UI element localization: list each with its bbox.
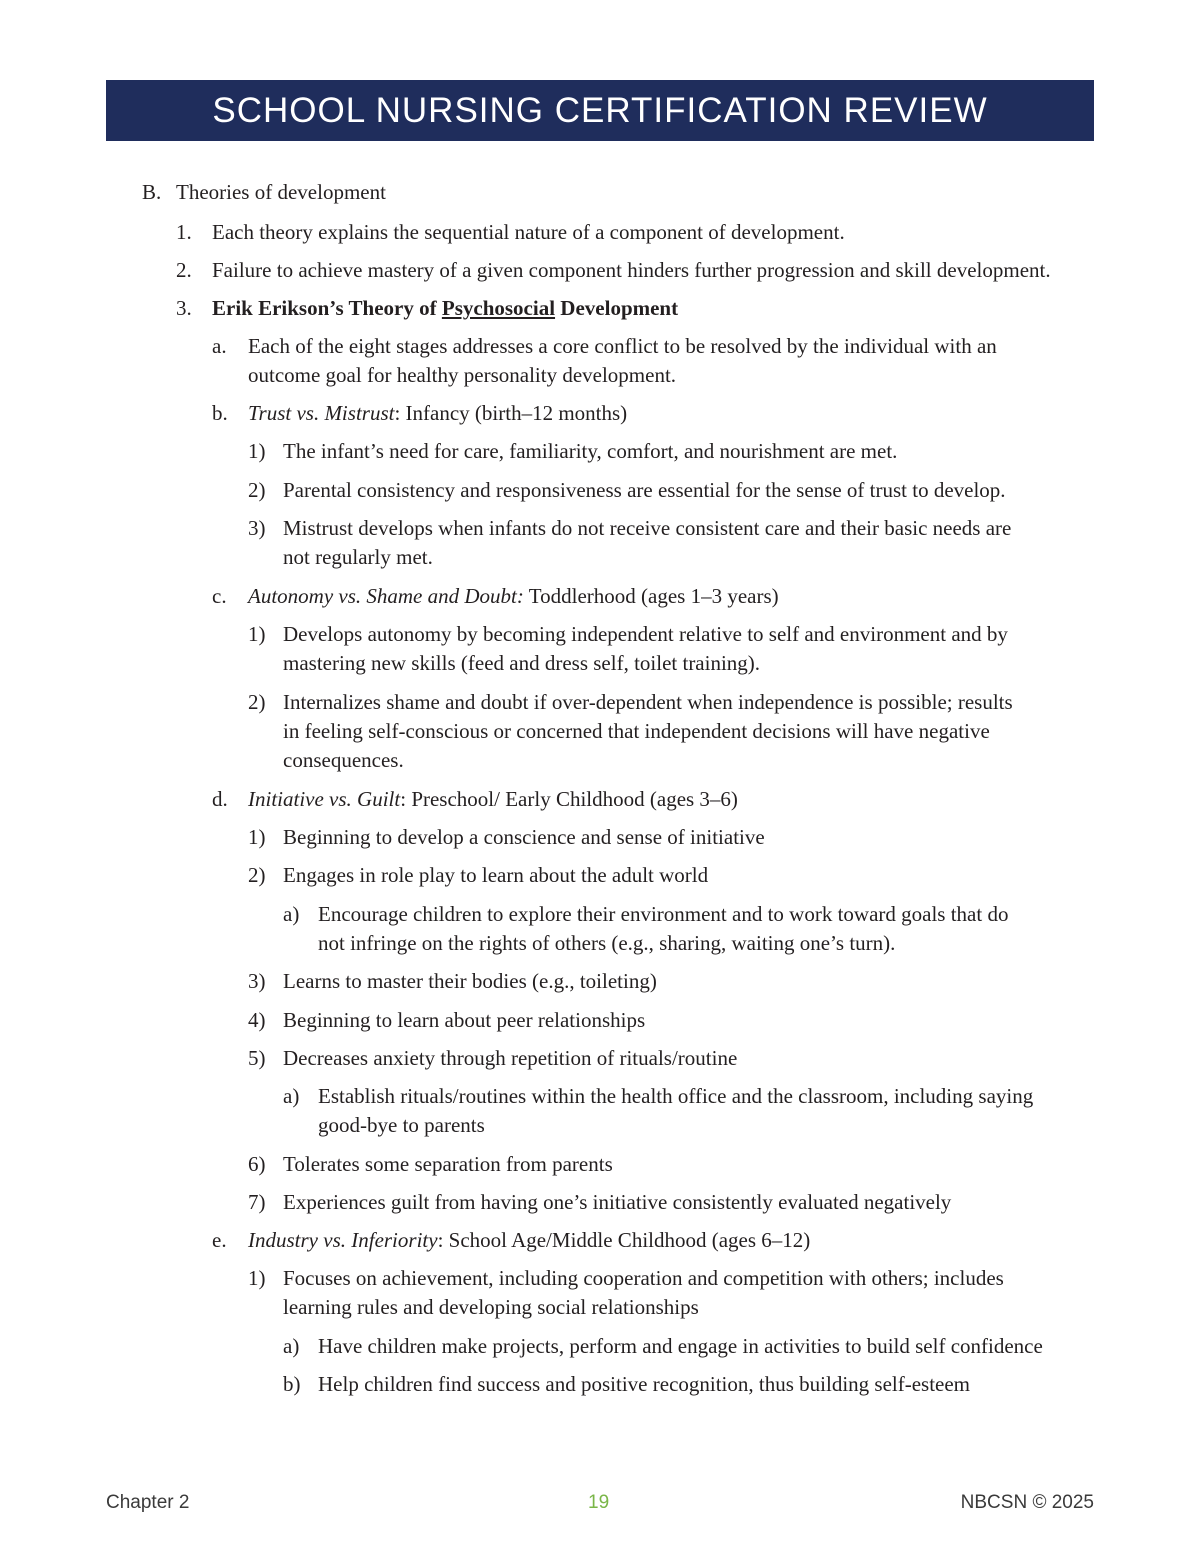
outline-marker: 2) [248, 863, 266, 887]
outline-marker: d. [212, 787, 228, 811]
heading-text: Erik Erikson’s Theory of [212, 296, 442, 320]
outline-marker: 7) [248, 1190, 266, 1214]
list-item-line: Parental consistency and responsiveness are essential for the sense of trust to develop. [283, 478, 1006, 502]
list-item-line: not regularly met. [283, 545, 433, 569]
stage-age: : Infancy (birth–12 months) [394, 401, 628, 425]
outline-marker: 1. [176, 220, 192, 244]
list-item-line: Mistrust develops when infants do not receive consistent care and their basic needs are [283, 516, 1012, 540]
list-item-line: outcome goal for healthy personality development. [248, 363, 677, 387]
outline-marker: a) [283, 1334, 300, 1358]
outline-marker: B. [142, 180, 162, 204]
list-item-line: mastering new skills (feed and dress self, toilet training). [283, 651, 761, 675]
list-item: Each theory explains the sequential nature of a component of development. [212, 220, 845, 244]
outline-marker: a) [283, 902, 300, 926]
outline-marker: 2) [248, 690, 266, 714]
outline-marker: 1) [248, 1266, 266, 1290]
list-item-line: Experiences guilt from having one’s initiative consistently evaluated negatively [283, 1190, 952, 1214]
heading-underlined-text: Psychosocial [441, 296, 556, 320]
outline-marker: 2) [248, 478, 266, 502]
outline-marker: 1) [248, 439, 266, 463]
list-item-line: not infringe on the rights of others (e.g., sharing, waiting one’s turn). [318, 931, 896, 955]
outline-marker: 3. [176, 296, 192, 320]
stage-heading [248, 1226, 810, 1255]
outline-marker: b. [212, 401, 228, 425]
stage-heading [248, 582, 779, 611]
section-heading: Theories of development [176, 180, 386, 204]
list-item-line: The infant’s need for care, familiarity, comfort, and nourishment are met. [283, 439, 898, 463]
list-item-line: Help children find success and positive recognition, thus building self-esteem [318, 1372, 971, 1396]
list-item-line: Encourage children to explore their environment and to work toward goals that do [318, 902, 1009, 926]
list-item-line: Each of the eight stages addresses a core conflict to be resolved by the individual with an [248, 334, 997, 358]
stage-name: Initiative vs. Guilt [248, 787, 401, 811]
outline-marker: 1) [248, 825, 266, 849]
footer-copyright: NBCSN © 2025 [960, 1492, 1094, 1513]
outline-marker: a. [212, 334, 227, 358]
outline-marker: e. [212, 1228, 227, 1252]
outline-marker: 2. [176, 258, 192, 282]
stage-name: Autonomy vs. Shame and Doubt: [248, 584, 524, 608]
outline-marker: 5) [248, 1046, 266, 1070]
list-item-line: Engages in role play to learn about the adult world [283, 863, 709, 887]
outline-marker: 3) [248, 969, 266, 993]
outline-marker: 6) [248, 1152, 266, 1176]
outline-marker: 1) [248, 622, 266, 646]
outline-marker: 3) [248, 516, 266, 540]
list-item-line: Focuses on achievement, including cooperation and competition with others; includes [283, 1266, 1004, 1290]
list-item-line: Learns to master their bodies (e.g., toileting) [283, 969, 657, 993]
outline-marker: b) [283, 1372, 301, 1396]
stage-name: Trust vs. Mistrust [248, 401, 395, 425]
list-item-line: in feeling self-conscious or concerned that independent decisions will have negative [283, 719, 990, 743]
stage-age: Toddlerhood (ages 1–3 years) [523, 584, 779, 608]
list-item-line: Beginning to develop a conscience and sense of initiative [283, 825, 765, 849]
outline-marker: a) [283, 1084, 300, 1108]
list-item-line: Decreases anxiety through repetition of rituals/routine [283, 1046, 738, 1070]
outline-marker: c. [212, 584, 227, 608]
subsection-heading [212, 294, 678, 323]
stage-age: : Preschool/ Early Childhood (ages 3–6) [400, 787, 738, 811]
heading-text: Development [555, 296, 679, 320]
outline-marker: 4) [248, 1008, 266, 1032]
list-item-line: Develops autonomy by becoming independent relative to self and environment and by [283, 622, 1008, 646]
list-item-line: Internalizes shame and doubt if over-dependent when independence is possible; results [283, 690, 1013, 714]
header-title: SCHOOL NURSING CERTIFICATION REVIEW [212, 90, 988, 130]
list-item: Failure to achieve mastery of a given component hinders further progression and skill development. [212, 258, 1051, 282]
list-item-line: consequences. [283, 748, 404, 772]
stage-heading [248, 399, 627, 428]
list-item-line: Beginning to learn about peer relationships [283, 1008, 646, 1032]
stage-age: : School Age/Middle Childhood (ages 6–12) [437, 1228, 811, 1252]
list-item-line: good-bye to parents [318, 1113, 485, 1137]
stage-heading [248, 785, 738, 814]
list-item-line: Have children make projects, perform and engage in activities to build self confidence [318, 1334, 1043, 1358]
footer-chapter: Chapter 2 [106, 1492, 190, 1513]
header-banner [106, 80, 1094, 141]
list-item-line: Tolerates some separation from parents [283, 1152, 613, 1176]
list-item-line: Establish rituals/routines within the health office and the classroom, including saying [318, 1084, 1034, 1108]
list-item-line: learning rules and developing social relationships [283, 1295, 699, 1319]
page-number: 19 [588, 1492, 610, 1513]
stage-name: Industry vs. Inferiority [248, 1228, 438, 1252]
